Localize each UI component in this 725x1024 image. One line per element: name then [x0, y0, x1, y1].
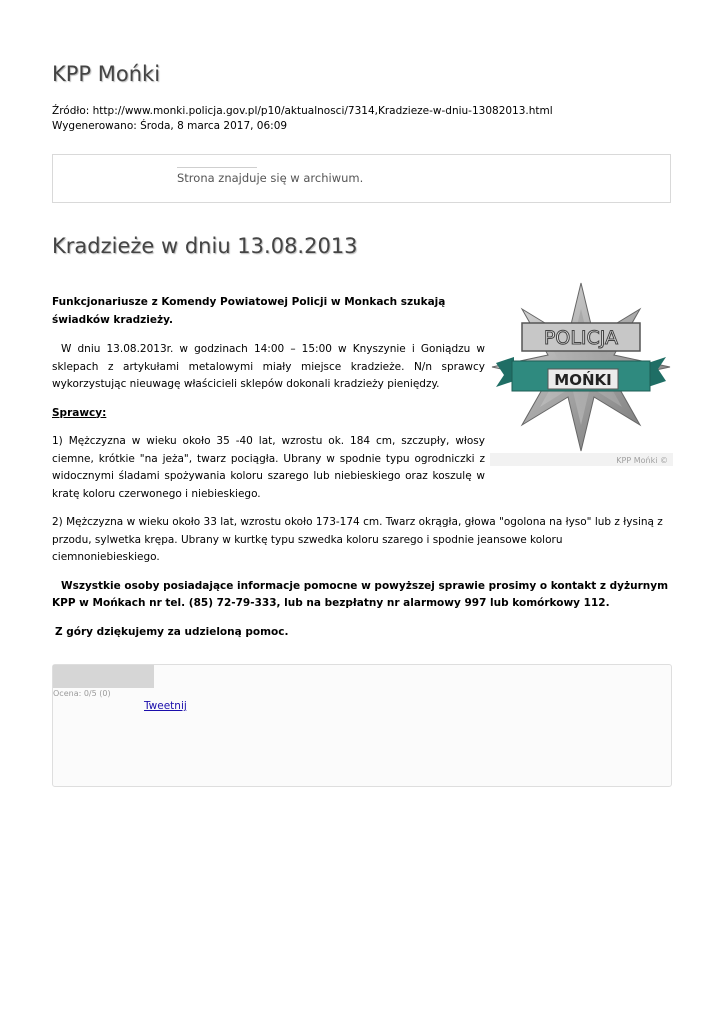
- article-lead: Funkcjonariusze z Komendy Powiatowej Policji w Monkach szukają świadków kradzieży.: [52, 296, 446, 326]
- suspect-1-description: 1) Mężczyzna w wieku około 35 -40 lat, wzrostu ok. 184 cm, szczupły, włosy ciemne, krótkie "na jeża", twarz pociągła. Ubrany w spodnie typu ogrodniczki z widocznymi śladami spożywania koloru szarego lub niebieskiego oraz koszulę w kratę koloru czerwonego i niebieskiego.: [52, 435, 485, 500]
- contact-appeal: Wszystkie osoby posiadające informacje pomocne w powyższej sprawie prosimy o kontakt z dyżurnym KPP w Mońkach nr tel. (85) 72-79-333, lub na bezpłatny nr alarmowy 997 lub komórkowy 112.: [52, 579, 669, 609]
- police-badge-image: [490, 281, 673, 466]
- badge-top-text: POLICJA: [543, 327, 619, 349]
- site-title: KPP Mońki: [52, 62, 161, 86]
- rating-stars-bar[interactable]: [53, 665, 154, 688]
- article-title: Kradzieże w dniu 13.08.2013: [52, 234, 358, 258]
- archive-notice-box: [52, 154, 671, 203]
- tweet-link[interactable]: Tweetnij: [144, 700, 187, 712]
- archive-notice: Strona znajduje się w archiwum.: [177, 171, 364, 185]
- generated-line: Wygenerowano: Środa, 8 marca 2017, 06:09: [52, 119, 288, 132]
- source-line: Źródło: http://www.monki.policja.gov.pl/p10/aktualnosci/7314,Kradzieze-w-dniu-13082013.html: [52, 105, 553, 117]
- police-badge-icon: [490, 281, 673, 466]
- badge-bottom-text: MOŃKI: [554, 371, 612, 389]
- archive-divider: [177, 167, 257, 168]
- suspects-heading: Sprawcy:: [52, 406, 107, 419]
- rating-box: [52, 664, 672, 787]
- article-body: [52, 294, 673, 641]
- suspect-2-description: 2) Mężczyzna w wieku około 33 lat, wzrostu około 173-174 cm. Twarz okrągła, głowa "ogolona na łyso" lub z łysiną z przodu, sylwetka krępa. Ubrany w kurtkę typu szwedka koloru szarego i spodnie jeansowe koloru ciemnoniebieskiego.: [52, 516, 663, 563]
- thanks-note: Z góry dziękujemy za udzieloną pomoc.: [55, 625, 289, 638]
- document-meta: [52, 104, 553, 133]
- paragraph-1: W dniu 13.08.2013r. w godzinach 14:00 – 15:00 w Knyszynie i Goniądzu w sklepach z artykułami metalowymi miały miejsce kradzieże. N/n sprawcy wykorzystując nieuwagę właścicieli sklepów dokonali kradzieży pieniędzy.: [52, 343, 485, 390]
- badge-watermark: KPP Mońki ©: [616, 456, 668, 465]
- rating-text: Ocena: 0/5 (0): [53, 689, 111, 698]
